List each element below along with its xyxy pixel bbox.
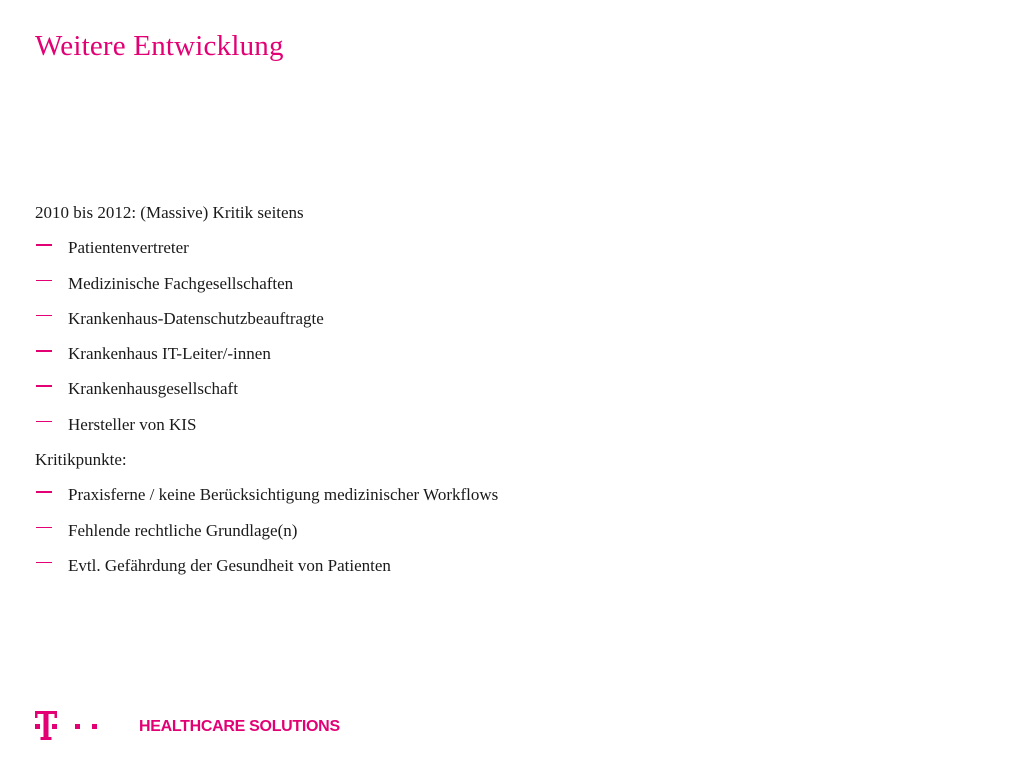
brand-name: HEALTHCARE SOLUTIONS: [139, 718, 340, 735]
bullet-text: Patientenvertreter: [68, 238, 189, 258]
bullet-item: [35, 230, 935, 265]
slide-title: Weitere Entwicklung: [35, 30, 284, 62]
bullet-text: Krankenhaus IT-Leiter/-innen: [68, 344, 271, 364]
bullet-text: Krankenhausgesellschaft: [68, 379, 238, 399]
footer: [35, 708, 435, 748]
bullet-item: [35, 371, 935, 406]
telekom-t-logo-icon: [35, 708, 105, 744]
body-line-text: 2010 bis 2012: (Massive) Kritik seitens: [35, 203, 304, 222]
body-line-intro: [35, 195, 935, 230]
bullet-item: [35, 513, 935, 548]
bullet-text: Fehlende rechtliche Grundlage(n): [68, 520, 298, 540]
bullet-item: [35, 477, 935, 512]
bullet-item: [35, 301, 935, 336]
bullet-item: [35, 266, 935, 301]
bullet-item: [35, 336, 935, 371]
body-line-kritikpunkte: [35, 442, 935, 477]
bullet-text: Praxisferne / keine Berücksichtigung medizinischer Workflows: [68, 485, 499, 505]
bullet-text: Hersteller von KIS: [68, 414, 197, 434]
body-line-text: Kritikpunkte:: [35, 450, 127, 470]
bullet-text: Evtl. Gefährdung der Gesundheit von Patienten: [68, 555, 391, 575]
bullet-item: [35, 548, 935, 583]
bullet-item: [35, 407, 935, 442]
bullet-text: Medizinische Fachgesellschaften: [68, 273, 294, 293]
slide-body: [35, 195, 935, 583]
bullet-text: Krankenhaus-Datenschutzbeauftragte: [68, 308, 324, 328]
